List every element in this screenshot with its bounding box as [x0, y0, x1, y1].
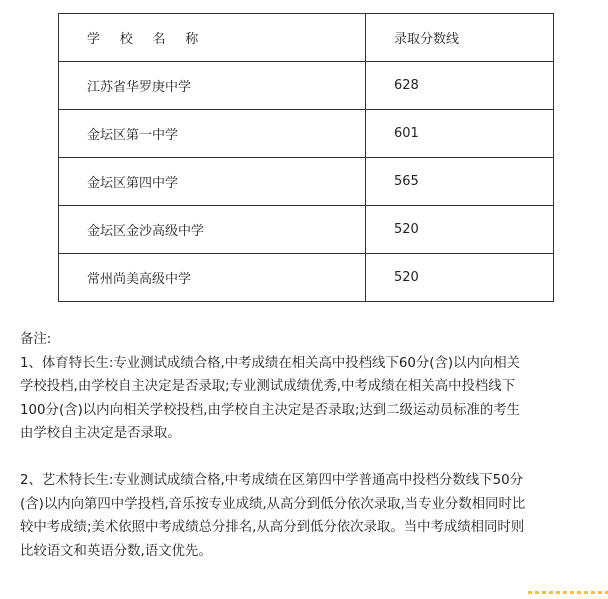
- table-row: [59, 206, 554, 254]
- note-item-arts-specialty: [20, 469, 590, 563]
- notes-section: [20, 328, 590, 587]
- score-cell: 565: [366, 158, 554, 206]
- note-line: 比较语文和英语分数,语文优先。: [20, 543, 212, 559]
- note-line: 学校投档,由学校自主决定是否录取;专业测试成绩优秀,中考成绩在相关高中投档线下: [20, 379, 516, 394]
- notes-title: 备注:: [20, 332, 52, 347]
- note-line: (含)以内向第四中学投档,音乐按专业成绩,从高分到低分依次录取,当专业分数相同时比: [20, 496, 526, 512]
- column-header-score-line: 录取分数线: [366, 14, 554, 62]
- column-header-school-name: 学 校 名 称: [59, 14, 366, 62]
- table-header-row: [59, 14, 554, 62]
- note-line: 100分(含)以内向相关学校投档,由学校自主决定是否录取;达到二级运动员标准的考生: [20, 402, 521, 418]
- note-line: 2、艺术特长生:专业测试成绩合格,中考成绩在区第四中学普通高中投档分数线下50分: [20, 473, 523, 488]
- table-row: [59, 110, 554, 158]
- school-name-cell: 金坛区第四中学: [59, 158, 366, 206]
- score-cell: 601: [366, 110, 554, 158]
- decorative-dashed-line: [528, 591, 608, 594]
- school-name-cell: 常州尚美高级中学: [59, 254, 366, 302]
- score-cell: 520: [366, 254, 554, 302]
- admission-score-table: [58, 13, 554, 302]
- table-row: [59, 254, 554, 302]
- note-line: 由学校自主决定是否录取。: [20, 426, 181, 441]
- note-item-sports-specialty: [20, 352, 590, 446]
- note-line: 1、体育特长生:专业测试成绩合格,中考成绩在相关高中投档线下60分(含)以内向相关: [20, 355, 521, 371]
- score-cell: 520: [366, 206, 554, 254]
- table-row: [59, 62, 554, 110]
- school-name-cell: 江苏省华罗庚中学: [59, 62, 366, 110]
- score-cell: 628: [366, 62, 554, 110]
- school-name-cell: 金坛区金沙高级中学: [59, 206, 366, 254]
- table-row: [59, 158, 554, 206]
- school-name-cell: 金坛区第一中学: [59, 110, 366, 158]
- note-line: 较中考成绩;美术依照中考成绩总分排名,从高分到低分依次录取。当中考成绩相同时则: [20, 520, 525, 535]
